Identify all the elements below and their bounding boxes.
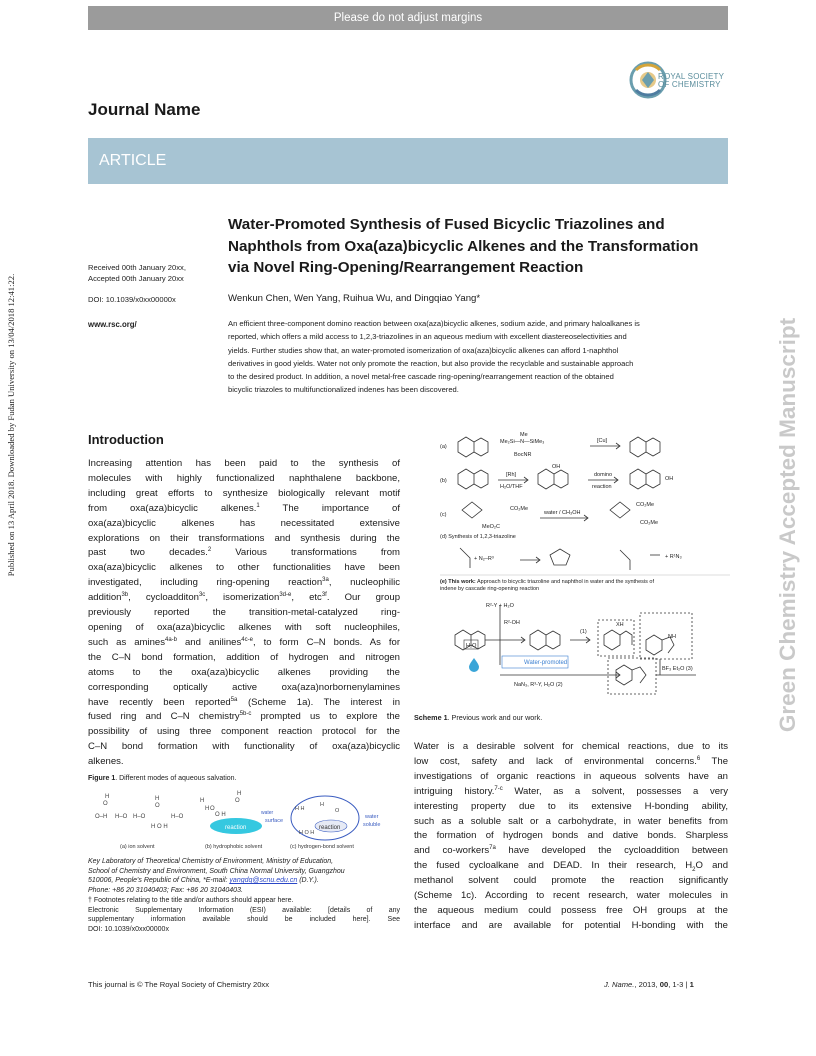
svg-text:Me: Me bbox=[520, 432, 528, 438]
svg-text:water: water bbox=[261, 810, 274, 816]
svg-text:[Rh]: [Rh] bbox=[506, 472, 517, 478]
introduction-heading: Introduction bbox=[88, 432, 164, 447]
svg-text:(a) ion solvent: (a) ion solvent bbox=[120, 844, 155, 850]
svg-text:MeO₂C: MeO₂C bbox=[482, 524, 501, 530]
svg-text:H: H bbox=[205, 806, 210, 812]
svg-text:(d) Synthesis of 1,2,3-triazol: (d) Synthesis of 1,2,3-triazoline bbox=[440, 534, 516, 540]
svg-text:H: H bbox=[155, 796, 160, 802]
svg-text:H O H: H O H bbox=[299, 830, 315, 836]
svg-text:R²-OH: R²-OH bbox=[504, 620, 520, 626]
svg-text:Water-promoted: Water-promoted bbox=[524, 660, 568, 666]
top-banner: Please do not adjust margins bbox=[88, 6, 728, 30]
doi[interactable]: DOI: 10.1039/x0xx00000x bbox=[88, 295, 176, 304]
scheme1-caption: Scheme 1. Previous work and our work. bbox=[414, 713, 543, 722]
svg-text:O: O bbox=[210, 806, 215, 812]
footer-copyright: This journal is © The Royal Society of Chemistry 20xx bbox=[88, 980, 270, 989]
svg-text:BF₃ Et₂O (3): BF₃ Et₂O (3) bbox=[662, 666, 693, 672]
svg-text:NH: NH bbox=[668, 634, 676, 640]
svg-text:CO₂Me: CO₂Me bbox=[636, 502, 655, 508]
svg-text:OH: OH bbox=[665, 476, 674, 482]
svg-text:reaction: reaction bbox=[225, 825, 247, 831]
svg-text:(c) hydrogen-bond solvent: (c) hydrogen-bond solvent bbox=[290, 844, 354, 850]
svg-text:H₂O/THF: H₂O/THF bbox=[500, 484, 523, 490]
svg-text:Me₂Si—N—SiMe₃: Me₂Si—N—SiMe₃ bbox=[500, 439, 545, 445]
svg-text:indene by cascade ring-opening: indene by cascade ring-opening reaction bbox=[440, 586, 540, 592]
rsc-logo bbox=[628, 52, 732, 108]
svg-text:OH: OH bbox=[552, 464, 561, 470]
svg-text:[Cu]: [Cu] bbox=[597, 438, 608, 444]
introduction-body: Increasing attention has been paid to the synthesis of molecules with highly functionalized naphthalene backbone, including great efforts to synthesize biologically relevant motif from oxa(aza)bicyclic alkenes.$^1$ The importance of oxa(aza)bicyclic alkenes has necessitated extensive explorations on their transformations and synthesis during the past two decades.$^2$ Various transformations from oxa(aza)bicyclic alkenes to other functionalities have been investigated, including ring-opening reaction$^{3a}$, nucleophilic addition$^{3b}$, cycloadditon$^{3c}$, isomerization$^{3d-e}$, etc$^{3f}$. Our group previously reported the transition-metal-catalyzed ring- opening of oxa(aza)bicyclic alkenes with soft nucleophiles, such as amines$^{4a-b}$ and anilines$^{4c-e}$, to form C–N bonds. As for the C–N bond formation, addition of hydrogen and nitrogen atoms to the oxa(aza)bicyclic alkenes providing the corresponding optically active oxa(aza)norbornenylamines have recently been reported$^{5a}$ (Scheme 1a). The interest in fused ring and C–N chemistry$^{5b-c}$ prompted us to explore the possibility of using three component reaction protocol for the C–N bond formation with functionality of oxa(aza)bicyclic alkenes. bbox=[88, 458, 401, 768]
rsc-logo-line1: ROYAL SOCIETY bbox=[658, 72, 725, 81]
svg-text:water / CH₃OH: water / CH₃OH bbox=[544, 510, 581, 516]
article-title: Water-Promoted Synthesis of Fused Bicyclic Triazolines and Naphthols from Oxa(aza)bicyclic Alkenes and the Transformation via Novel Ring-Opening/Rearrangement Reaction bbox=[228, 216, 699, 276]
svg-text:CO₂Me: CO₂Me bbox=[510, 506, 529, 512]
rsc-logo-line2: OF CHEMISTRY bbox=[658, 80, 721, 89]
svg-text:(a): (a) bbox=[440, 444, 447, 450]
svg-text:(1): (1) bbox=[580, 629, 587, 635]
article-type-bar: ARTICLE bbox=[88, 138, 728, 184]
affiliation-footnote: Key Laboratory of Theoretical Chemistry of Environment, Ministry of Education, School of Chemistry and Environment, South China Normal University, Guangzhou 510006, People's Republic of China, *E-mail: yangdq@scnu.edu.cn (D.Y.). Phone: +86 20 31040403; Fax: +86 20 31040403. † Footnotes relating to the title and/or authors should appear here. Electronic Supplementary Information (ESI) available: [details of any supplementary information available should be included here]. See DOI: 10.1039/x0xx00000x bbox=[88, 858, 400, 933]
svg-text:CO₂Me: CO₂Me bbox=[640, 520, 659, 526]
scheme1-diagram bbox=[440, 430, 730, 710]
side-download-stamp: Published on 13 April 2018. Downloaded by Fudan University on 13/04/2018 12:41:22. bbox=[6, 273, 16, 577]
abstract: An efficient three-component domino reaction between oxa(aza)bicyclic alkenes, sodium azide, and primary haloalkanes is reported, which offers a mild access to 1,2,3-triazolines in an aqueous medium with excellent diastereoselectivities and yields. Further studies show that, an water-promoted isomerization of oxa(aza)bicyclic alkenes can afford 1-naphthol derivatives in good yields. Water not only promote the reaction, but also provide the recyclable and sustainable approach to the desired product. In addition, a novel metal-free cascade ring-opening/rearrangement reaction of the obtained bicyclic triazoles to multifunctionalized indenes has been discovered. bbox=[228, 319, 640, 395]
svg-text:H O H: H O H bbox=[151, 824, 168, 830]
svg-text:(b) hydrophobic solvent: (b) hydrophobic solvent bbox=[205, 844, 263, 850]
svg-text:+ N₂–R³: + N₂–R³ bbox=[474, 556, 494, 562]
email-link[interactable]: yangdq@scnu.edu.cn bbox=[229, 877, 298, 885]
svg-text:surface: surface bbox=[265, 818, 284, 824]
svg-text:BocNR: BocNR bbox=[514, 452, 532, 458]
svg-text:H: H bbox=[105, 794, 110, 800]
side-accepted-manuscript-watermark: Green Chemistry Accepted Manuscript bbox=[775, 317, 800, 733]
svg-text:(c): (c) bbox=[440, 512, 447, 518]
figure1-solvation-diagram bbox=[95, 790, 400, 850]
journal-name: Journal Name bbox=[88, 100, 201, 119]
svg-text:water: water bbox=[365, 814, 379, 820]
rsc-website-link[interactable]: www.rsc.org/ bbox=[88, 320, 137, 329]
received-dates: Received 00th January 20xx, Accepted 00th January 20xx bbox=[88, 263, 186, 283]
svg-text:H H: H H bbox=[295, 806, 305, 812]
svg-text:O: O bbox=[155, 803, 160, 809]
svg-text:soluble: soluble bbox=[363, 822, 381, 828]
svg-text:H: H bbox=[237, 791, 242, 797]
svg-text:O: O bbox=[335, 808, 340, 814]
svg-text:(e) This work: Approach to bic: (e) This work: Approach to bicyclic triazoline and naphthol in water and the synthesis of bbox=[440, 579, 655, 585]
svg-text:reaction: reaction bbox=[319, 825, 341, 831]
figure1-caption: Figure 1. Different modes of aqueous salvation. bbox=[88, 775, 237, 782]
svg-text:H₂O: H₂O bbox=[466, 643, 477, 649]
svg-text:NaN₃, R³-Y, H₂O (2): NaN₃, R³-Y, H₂O (2) bbox=[514, 682, 563, 688]
author-list: Wenkun Chen, Wen Yang, Ruihua Wu, and Dingqiao Yang* bbox=[228, 293, 481, 304]
svg-text:+ R¹N₃: + R¹N₃ bbox=[665, 554, 682, 560]
svg-text:(b): (b) bbox=[440, 478, 447, 484]
svg-text:O–H: O–H bbox=[95, 814, 108, 820]
svg-text:H–O: H–O bbox=[115, 814, 128, 820]
svg-text:H: H bbox=[320, 802, 324, 808]
svg-text:O: O bbox=[103, 801, 108, 807]
svg-text:H: H bbox=[200, 798, 205, 804]
svg-text:domino: domino bbox=[594, 472, 613, 478]
svg-text:O H: O H bbox=[215, 812, 226, 818]
svg-text:XH: XH bbox=[616, 622, 624, 628]
svg-text:reaction: reaction bbox=[592, 484, 612, 490]
svg-text:R²-Y + H₂O: R²-Y + H₂O bbox=[486, 603, 514, 609]
svg-text:O: O bbox=[235, 798, 240, 804]
svg-text:H–O: H–O bbox=[171, 814, 184, 820]
svg-text:H–O: H–O bbox=[133, 814, 146, 820]
footer-citation: J. Name., 2013, 00, 1-3 | 1 bbox=[604, 980, 694, 989]
column2-body: Water is a desirable solvent for chemical reactions, due to its low cost, safety and lack of environmental concerns.$^6$ The investigations of organic reactions in aqueous solvents have an intriguing history.$^{7-c}$ Water, as a solvent, possesses a very interesting property due to its extensive H-bonding ability, such as a soluble salt or a carbohydrate, in water benefits from the formation of hydrogen bonds and dative bonds. Sharpless and co-workers$^{7a}$ have developed the cycloaddition between the fused cycloalkane and DEAD. In their research, $H_2O$ and methanol solvent could promote the reaction significantly (Scheme 1c). According to recent research, water molecules in the aqueous medium could possess free OH groups at the interface and are available for potential H-bonding with the bbox=[414, 741, 729, 931]
